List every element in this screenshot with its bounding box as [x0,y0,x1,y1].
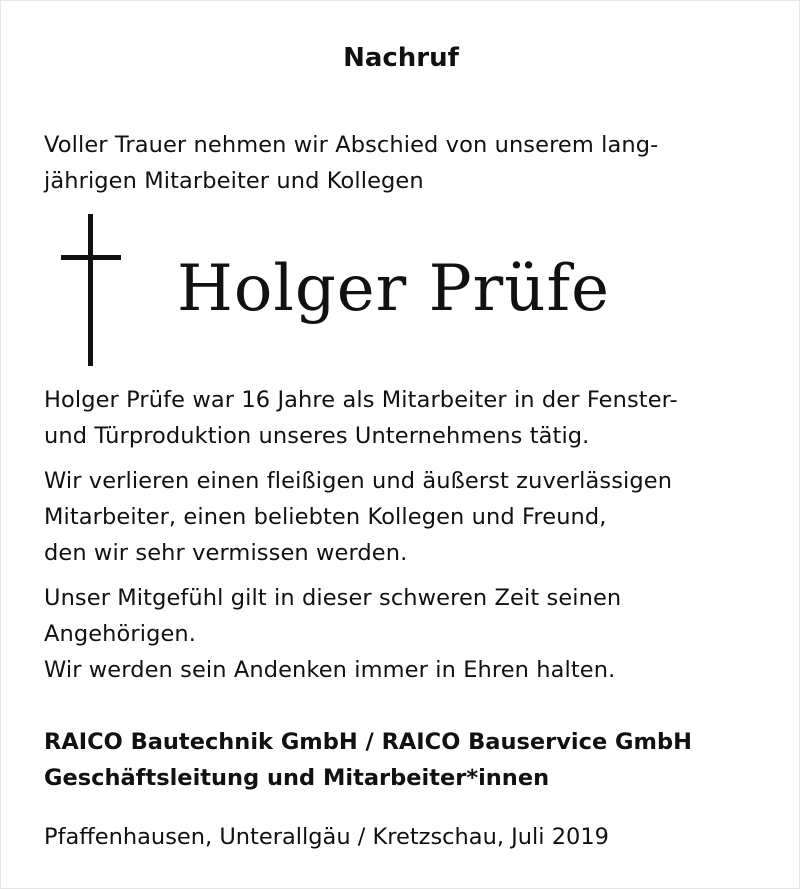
signature-block [44,724,692,796]
body-line: Wir werden sein Andenken immer in Ehren halten. [44,657,616,683]
intro-text [44,127,764,199]
intro-line: Voller Trauer nehmen wir Abschied von unserem lang- [44,132,659,158]
deceased-name: Holger Prüfe [177,252,611,326]
body-line: und Türproduktion unseres Unternehmens tätig. [44,423,590,449]
latin-cross-icon [59,214,123,366]
place-and-date: Pfaffenhausen, Unterallgäu / Kretzschau, Juli 2019 [44,824,609,850]
body-line: Wir verlieren einen fleißigen und äußerst zuverlässigen [44,468,673,494]
notice-heading: Nachruf [343,43,459,73]
intro-line: jährigen Mitarbeiter und Kollegen [44,168,424,194]
cross-vertical-bar [88,214,93,366]
body-paragraph-2 [44,463,764,571]
management-and-staff: Geschäftsleitung und Mitarbeiter*innen [44,765,550,791]
cross-horizontal-bar [61,255,121,260]
company-names: RAICO Bautechnik GmbH / RAICO Bauservice GmbH [44,729,692,755]
body-line: den wir sehr vermissen werden. [44,540,408,566]
body-line: Mitarbeiter, einen beliebten Kollegen und Freund, [44,504,607,530]
body-paragraph-1 [44,382,764,454]
body-paragraph-3 [44,580,764,688]
body-line: Holger Prüfe war 16 Jahre als Mitarbeiter in der Fenster- [44,387,678,413]
body-line: Angehörigen. [44,621,197,647]
body-line: Unser Mitgefühl gilt in dieser schweren Zeit seinen [44,585,622,611]
